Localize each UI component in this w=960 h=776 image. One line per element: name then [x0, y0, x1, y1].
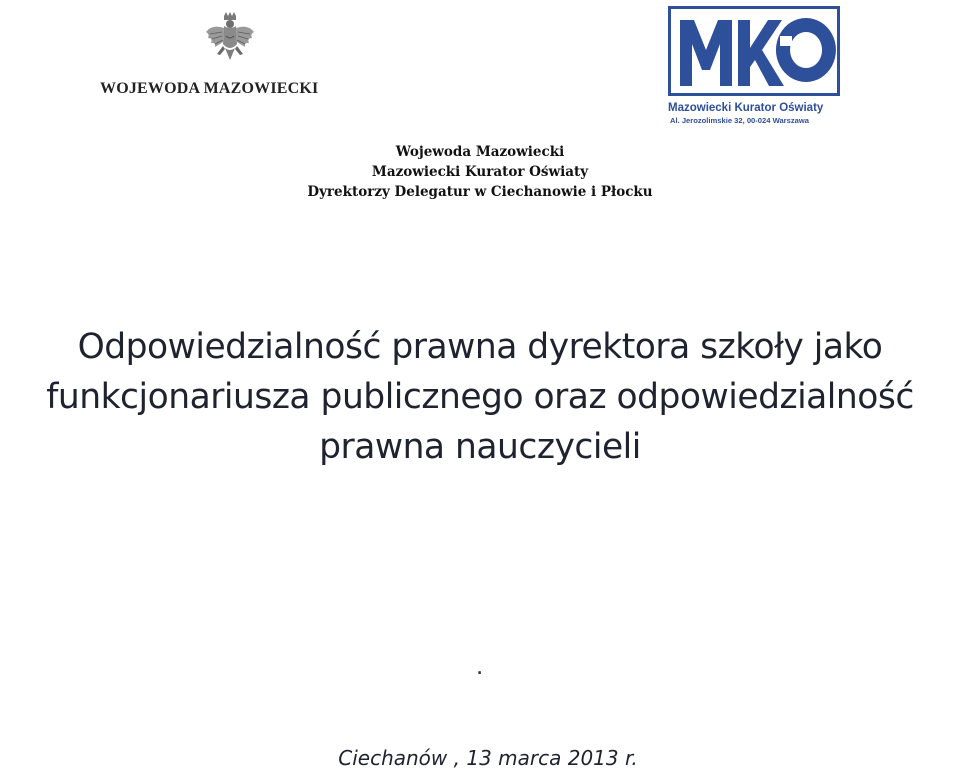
- document-title: [0, 322, 960, 472]
- kurator-logo-address: Al. Jerozolimskie 32, 00-024 Warszawa: [670, 116, 810, 125]
- issuers-header: [0, 142, 960, 202]
- kurator-logo: [664, 4, 844, 128]
- issuer-line: Wojewoda Mazowiecki: [395, 144, 565, 160]
- title-line: funkcjonariusza publicznego oraz odpowiedzialność: [46, 377, 914, 417]
- title-line: Odpowiedzialność prawna dyrektora szkoły jako: [77, 327, 883, 367]
- kurator-logo-caption: Mazowiecki Kurator Oświaty: [668, 102, 824, 114]
- polish-eagle-emblem-icon: [204, 12, 256, 68]
- title-line: prawna nauczycieli: [319, 427, 641, 467]
- issuer-line: Mazowiecki Kurator Oświaty: [371, 164, 589, 180]
- place-date-footer: Ciechanów , 13 marca 2013 r.: [338, 746, 638, 770]
- wojewoda-logo-text: WOJEWODA MAZOWIECKI: [100, 80, 319, 97]
- mko-logo-icon: [668, 6, 840, 96]
- separator-dot: .: [476, 650, 484, 680]
- wojewoda-logo: [100, 10, 360, 102]
- issuer-line: Dyrektorzy Delegatur w Ciechanowie i Płocku: [307, 184, 653, 200]
